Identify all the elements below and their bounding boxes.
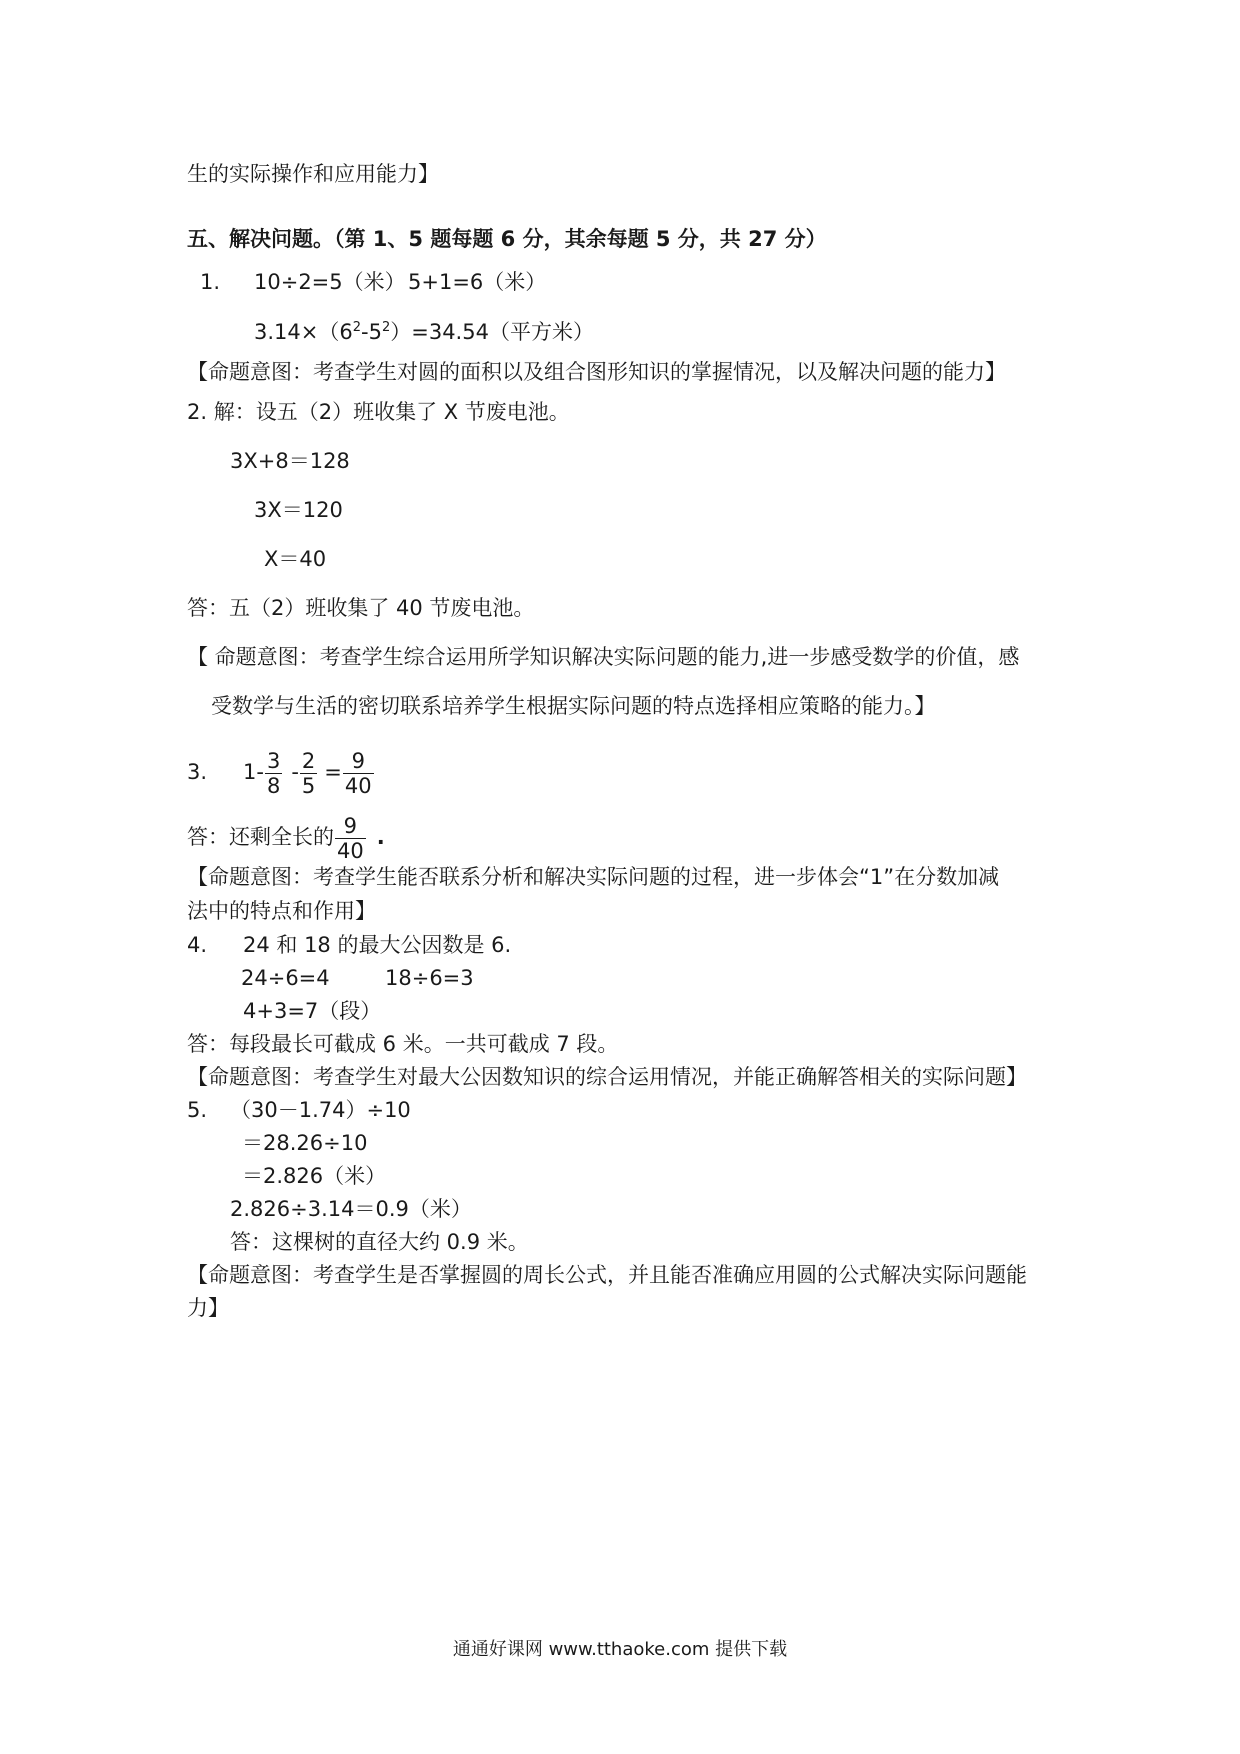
q3-answer-pre: 答：还剩全长的 <box>187 825 334 849</box>
q3-intent-line2: 法中的特点和作用】 <box>187 899 376 923</box>
q1-line1-a: 10÷2=5（米） <box>254 270 406 294</box>
section-title: 五、解决问题。（第 1、5 题每题 6 分，其余每题 5 分，共 27 分） <box>187 227 827 251</box>
q3-fraction-result <box>343 749 374 798</box>
q1-line2 <box>254 318 594 346</box>
q2-answer: 答：五（2）班收集了 40 节废电池。 <box>187 596 535 620</box>
q4-line1: 24 和 18 的最大公因数是 6. <box>243 933 512 957</box>
q3-number: 3. <box>187 760 208 784</box>
q1-number: 1. <box>200 270 221 294</box>
q3-answer-fraction-denominator: 40 <box>337 838 364 863</box>
q1-line2-pre: 3.14×（6 <box>254 320 353 344</box>
q3-intent-line1: 【命题意图：考查学生能否联系分析和解决实际问题的过程，进一步体会“1”在分数加减 <box>187 865 1000 889</box>
q2-equation-3: X＝40 <box>264 547 327 571</box>
q3-fraction-2 <box>300 749 317 798</box>
q3-lead: 1- <box>243 760 264 784</box>
page-footer: 通通好课网 www.tthaoke.com 提供下载 <box>452 1639 788 1660</box>
q3-fraction-1 <box>265 749 282 798</box>
q3-answer-fraction-numerator: 9 <box>335 814 366 839</box>
q5-intent-line2: 力】 <box>187 1296 229 1320</box>
q4-intent: 【命题意图：考查学生对最大公因数知识的综合运用情况，并能正确解答相关的实际问题】 <box>187 1065 1027 1089</box>
q4-line3: 4+3=7（段） <box>243 999 382 1023</box>
q4-line2-b: 18÷6=3 <box>385 966 474 990</box>
continued-note: 生的实际操作和应用能力】 <box>187 162 439 186</box>
q5-number: 5. <box>187 1098 208 1122</box>
q4-line2-a: 24÷6=4 <box>241 966 330 990</box>
q2-equation-1: 3X+8＝128 <box>230 449 350 473</box>
q1-intent: 【命题意图：考查学生对圆的面积以及组合图形知识的掌握情况，以及解决问题的能力】 <box>187 360 1006 384</box>
q3-fraction-1-denominator: 8 <box>266 773 281 798</box>
q2-intent-line2: 受数学与生活的密切联系培养学生根据实际问题的特点选择相应策略的能力。】 <box>211 694 936 718</box>
q5-line3: ＝2.826（米） <box>242 1164 387 1188</box>
q3-minus: - <box>291 760 299 784</box>
q2-intro: 2. 解：设五（2）班收集了 X 节废电池。 <box>187 400 570 424</box>
q5-answer: 答：这棵树的直径大约 0.9 米。 <box>230 1230 529 1254</box>
q5-line4: 2.826÷3.14＝0.9（米） <box>230 1197 472 1221</box>
q1-line2-mid: -5 <box>361 320 382 344</box>
q1-exponent-b: 2 <box>381 320 391 335</box>
q5-intent-line1: 【命题意图：考查学生是否掌握圆的周长公式，并且能否准确应用圆的公式解决实际问题能 <box>187 1263 1027 1287</box>
q1-line2-post: ）=34.54（平方米） <box>390 320 594 344</box>
q4-answer: 答：每段最长可截成 6 米。一共可截成 7 段。 <box>187 1032 619 1056</box>
q1-line1-b: 5+1=6（米） <box>408 270 547 294</box>
q3-fraction-1-numerator: 3 <box>266 748 281 773</box>
q2-equation-2: 3X＝120 <box>254 498 343 522</box>
q5-line1: （30－1.74）÷10 <box>230 1098 411 1122</box>
q2-intent-line1: 【 命题意图：考查学生综合运用所学知识解决实际问题的能力,进一步感受数学的价值，感 <box>187 645 1020 669</box>
q3-expression <box>243 735 375 809</box>
q1-exponent-a: 2 <box>352 320 361 335</box>
q4-number: 4. <box>187 933 208 957</box>
q5-line2: ＝28.26÷10 <box>242 1131 368 1155</box>
q3-fraction-result-numerator: 9 <box>343 749 374 774</box>
q3-answer-fraction <box>335 814 366 863</box>
q3-fraction-2-denominator: 5 <box>301 773 316 798</box>
q3-fraction-2-numerator: 2 <box>301 748 316 773</box>
q3-fraction-result-denominator: 40 <box>344 773 372 798</box>
q3-equals: = <box>324 760 342 784</box>
q3-answer-post: . <box>376 825 385 849</box>
